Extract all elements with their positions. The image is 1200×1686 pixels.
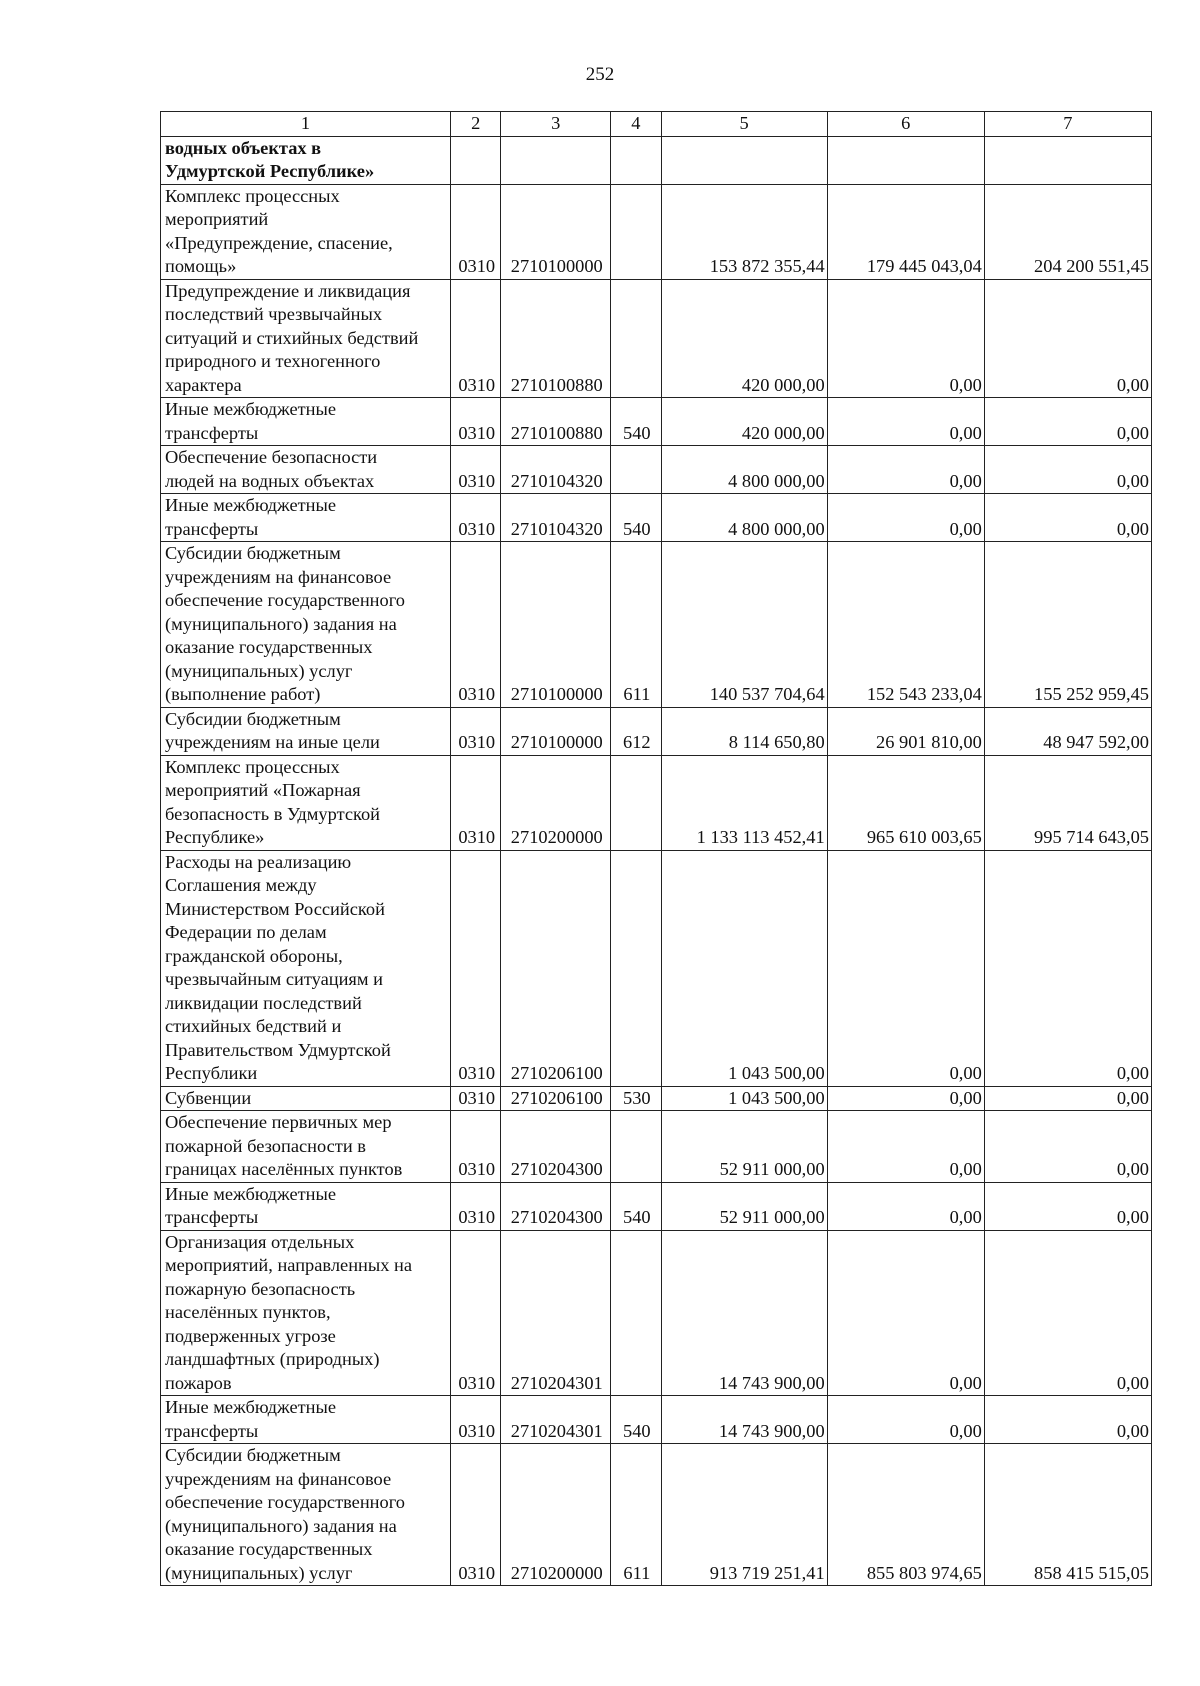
- cell-amount-col5: 4 800 000,00: [661, 446, 827, 494]
- cell-expense-type: 612: [611, 707, 661, 755]
- cell-amount-col5: 420 000,00: [661, 398, 827, 446]
- cell-target-article: 2710200000: [501, 755, 611, 850]
- cell-amount-col7: 0,00: [984, 279, 1151, 398]
- cell-section-code: 0310: [451, 1396, 501, 1444]
- cell-target-article: 2710100000: [501, 707, 611, 755]
- cell-section-code: 0310: [451, 1111, 501, 1183]
- table-row: [161, 1396, 1152, 1444]
- cell-target-article: 2710100880: [501, 279, 611, 398]
- cell-amount-col6: 152 543 233,04: [827, 542, 984, 708]
- cell-target-article: 2710100000: [501, 184, 611, 279]
- cell-target-article: 2710206100: [501, 850, 611, 1086]
- cell-amount-col6: 0,00: [827, 1230, 984, 1396]
- cell-target-article: 2710206100: [501, 1086, 611, 1111]
- row-description-text: Иные межбюджетные трансферты: [165, 495, 337, 539]
- row-description-text: Иные межбюджетные трансферты: [165, 1397, 337, 1441]
- cell-amount-col5: 14 743 900,00: [661, 1230, 827, 1396]
- cell-amount-col5: 1 043 500,00: [661, 850, 827, 1086]
- table-row: [161, 1444, 1152, 1586]
- header-col-1: 1: [161, 112, 451, 137]
- cell-amount-col7: 0,00: [984, 1111, 1151, 1183]
- row-description-text: Организация отдельных мероприятий, направленных на пожарную безопасность населённых пунктов, подверженных угрозе ландшафтных (природных) пожаров: [165, 1231, 413, 1393]
- cell-description: [161, 850, 451, 1086]
- row-description-text: Расходы на реализацию Соглашения между Министерством Российской Федерации по делам гражданской обороны, чрезвычайным ситуациям и ликвидации последствий стихийных бедствий и Правительством Удмуртской Республики: [165, 851, 391, 1083]
- cell-amount-col7: 0,00: [984, 494, 1151, 542]
- header-row: [161, 112, 1152, 137]
- cell-amount-col7: 48 947 592,00: [984, 707, 1151, 755]
- cell-amount-col6: 0,00: [827, 1111, 984, 1183]
- cell-amount-col7: 0,00: [984, 1396, 1151, 1444]
- cell-description: [161, 1396, 451, 1444]
- row-description-text: Комплекс процессных мероприятий «Предупреждение, спасение, помощь»: [165, 185, 393, 276]
- cell-amount-col6: 0,00: [827, 1396, 984, 1444]
- cell-target-article: 2710100000: [501, 542, 611, 708]
- cell-section-code: 0310: [451, 494, 501, 542]
- cell-amount-col6: 0,00: [827, 1086, 984, 1111]
- cell-description: [161, 1444, 451, 1586]
- cell-description: [161, 446, 451, 494]
- cell-amount-col5: 420 000,00: [661, 279, 827, 398]
- cell-description: [161, 398, 451, 446]
- cell-target-article: 2710204301: [501, 1230, 611, 1396]
- cell-section-code: 0310: [451, 755, 501, 850]
- header-col-5: 5: [661, 112, 827, 137]
- cell-section-code: 0310: [451, 1182, 501, 1230]
- cell-target-article: 2710204300: [501, 1182, 611, 1230]
- cell-amount-col5: 1 133 113 452,41: [661, 755, 827, 850]
- cell-amount-col5: 140 537 704,64: [661, 542, 827, 708]
- cell-amount-col6: 0,00: [827, 1182, 984, 1230]
- cell-description: [161, 279, 451, 398]
- table-row: [161, 1086, 1152, 1111]
- cell-amount-col5: 8 114 650,80: [661, 707, 827, 755]
- cell-expense-type: [611, 136, 661, 184]
- cell-amount-col7: 0,00: [984, 1086, 1151, 1111]
- cell-amount-col7: 858 415 515,05: [984, 1444, 1151, 1586]
- table-row: [161, 494, 1152, 542]
- cell-amount-col6: 179 445 043,04: [827, 184, 984, 279]
- cell-target-article: 2710104320: [501, 446, 611, 494]
- cell-amount-col7: [984, 136, 1151, 184]
- cell-target-article: 2710204301: [501, 1396, 611, 1444]
- cell-amount-col5: 913 719 251,41: [661, 1444, 827, 1586]
- table-row: [161, 184, 1152, 279]
- cell-expense-type: [611, 446, 661, 494]
- cell-description: [161, 1086, 451, 1111]
- cell-section-code: 0310: [451, 398, 501, 446]
- cell-amount-col6: 0,00: [827, 850, 984, 1086]
- cell-target-article: [501, 136, 611, 184]
- cell-amount-col5: 1 043 500,00: [661, 1086, 827, 1111]
- header-col-3: 3: [501, 112, 611, 137]
- row-description-text: Иные межбюджетные трансферты: [165, 399, 337, 443]
- cell-amount-col5: 4 800 000,00: [661, 494, 827, 542]
- header-col-2: 2: [451, 112, 501, 137]
- budget-table: [160, 111, 1152, 1586]
- cell-amount-col7: 0,00: [984, 850, 1151, 1086]
- cell-amount-col6: 0,00: [827, 279, 984, 398]
- cell-description: [161, 707, 451, 755]
- cell-description: [161, 136, 451, 184]
- cell-expense-type: [611, 850, 661, 1086]
- cell-section-code: 0310: [451, 542, 501, 708]
- row-description-text: Иные межбюджетные трансферты: [165, 1183, 337, 1227]
- cell-amount-col5: [661, 136, 827, 184]
- row-description-text: Обеспечение безопасности людей на водных объектах: [165, 447, 378, 491]
- cell-target-article: 2710204300: [501, 1111, 611, 1183]
- table-row: [161, 1111, 1152, 1183]
- table-row: [161, 1182, 1152, 1230]
- table-row: [161, 279, 1152, 398]
- cell-amount-col6: 0,00: [827, 446, 984, 494]
- cell-description: [161, 1230, 451, 1396]
- table-body: [161, 136, 1152, 1586]
- cell-expense-type: [611, 1230, 661, 1396]
- cell-description: [161, 184, 451, 279]
- cell-expense-type: [611, 279, 661, 398]
- cell-amount-col5: 52 911 000,00: [661, 1111, 827, 1183]
- cell-description: [161, 755, 451, 850]
- cell-section-code: 0310: [451, 707, 501, 755]
- page-number: 252: [585, 64, 615, 85]
- cell-expense-type: 530: [611, 1086, 661, 1111]
- table-row: [161, 1230, 1152, 1396]
- cell-expense-type: 611: [611, 542, 661, 708]
- row-description-text: водных объектах в Удмуртской Республике»: [165, 137, 375, 181]
- cell-description: [161, 1111, 451, 1183]
- table-row: [161, 398, 1152, 446]
- cell-expense-type: 540: [611, 1182, 661, 1230]
- cell-amount-col5: 153 872 355,44: [661, 184, 827, 279]
- row-description-text: Субсидии бюджетным учреждениям на финансовое обеспечение государственного (муниципального) задания на оказание государственных (муниципальных) услуг: [165, 1445, 406, 1583]
- cell-target-article: 2710200000: [501, 1444, 611, 1586]
- cell-expense-type: 611: [611, 1444, 661, 1586]
- cell-amount-col7: 0,00: [984, 1230, 1151, 1396]
- cell-amount-col6: 965 610 003,65: [827, 755, 984, 850]
- cell-amount-col6: 26 901 810,00: [827, 707, 984, 755]
- cell-expense-type: [611, 755, 661, 850]
- cell-amount-col7: 0,00: [984, 398, 1151, 446]
- table-row: [161, 136, 1152, 184]
- row-description-text: Предупреждение и ликвидация последствий чрезвычайных ситуаций и стихийных бедствий природного и техногенного характера: [165, 280, 419, 395]
- table-row: [161, 446, 1152, 494]
- table-header: [161, 112, 1152, 137]
- cell-description: [161, 1182, 451, 1230]
- cell-amount-col7: 0,00: [984, 1182, 1151, 1230]
- cell-target-article: 2710100880: [501, 398, 611, 446]
- cell-amount-col7: 0,00: [984, 446, 1151, 494]
- row-description-text: Комплекс процессных мероприятий «Пожарная безопасность в Удмуртской Республике»: [165, 756, 381, 847]
- header-col-6: 6: [827, 112, 984, 137]
- cell-amount-col6: 855 803 974,65: [827, 1444, 984, 1586]
- cell-expense-type: [611, 1111, 661, 1183]
- cell-amount-col7: 995 714 643,05: [984, 755, 1151, 850]
- header-col-4: 4: [611, 112, 661, 137]
- row-description-text: Субсидии бюджетным учреждениям на иные цели: [165, 708, 380, 752]
- cell-expense-type: [611, 184, 661, 279]
- cell-amount-col5: 14 743 900,00: [661, 1396, 827, 1444]
- table-row: [161, 542, 1152, 708]
- cell-description: [161, 494, 451, 542]
- cell-section-code: 0310: [451, 850, 501, 1086]
- table-row: [161, 755, 1152, 850]
- table-row: [161, 707, 1152, 755]
- cell-section-code: 0310: [451, 1444, 501, 1586]
- cell-amount-col6: 0,00: [827, 398, 984, 446]
- table-row: [161, 850, 1152, 1086]
- cell-amount-col7: 204 200 551,45: [984, 184, 1151, 279]
- row-description-text: Субсидии бюджетным учреждениям на финансовое обеспечение государственного (муниципального) задания на оказание государственных (муниципальных) услуг (выполнение работ): [165, 543, 406, 704]
- cell-amount-col5: 52 911 000,00: [661, 1182, 827, 1230]
- cell-amount-col6: [827, 136, 984, 184]
- cell-section-code: [451, 136, 501, 184]
- row-description-text: Обеспечение первичных мер пожарной безопасности в границах населённых пунктов: [165, 1112, 403, 1179]
- cell-amount-col7: 155 252 959,45: [984, 542, 1151, 708]
- cell-target-article: 2710104320: [501, 494, 611, 542]
- cell-section-code: 0310: [451, 184, 501, 279]
- cell-amount-col6: 0,00: [827, 494, 984, 542]
- header-col-7: 7: [984, 112, 1151, 137]
- row-description-text: Субвенции: [165, 1087, 252, 1108]
- cell-description: [161, 542, 451, 708]
- cell-section-code: 0310: [451, 279, 501, 398]
- cell-expense-type: 540: [611, 494, 661, 542]
- cell-expense-type: 540: [611, 1396, 661, 1444]
- cell-section-code: 0310: [451, 446, 501, 494]
- cell-expense-type: 540: [611, 398, 661, 446]
- cell-section-code: 0310: [451, 1230, 501, 1396]
- cell-section-code: 0310: [451, 1086, 501, 1111]
